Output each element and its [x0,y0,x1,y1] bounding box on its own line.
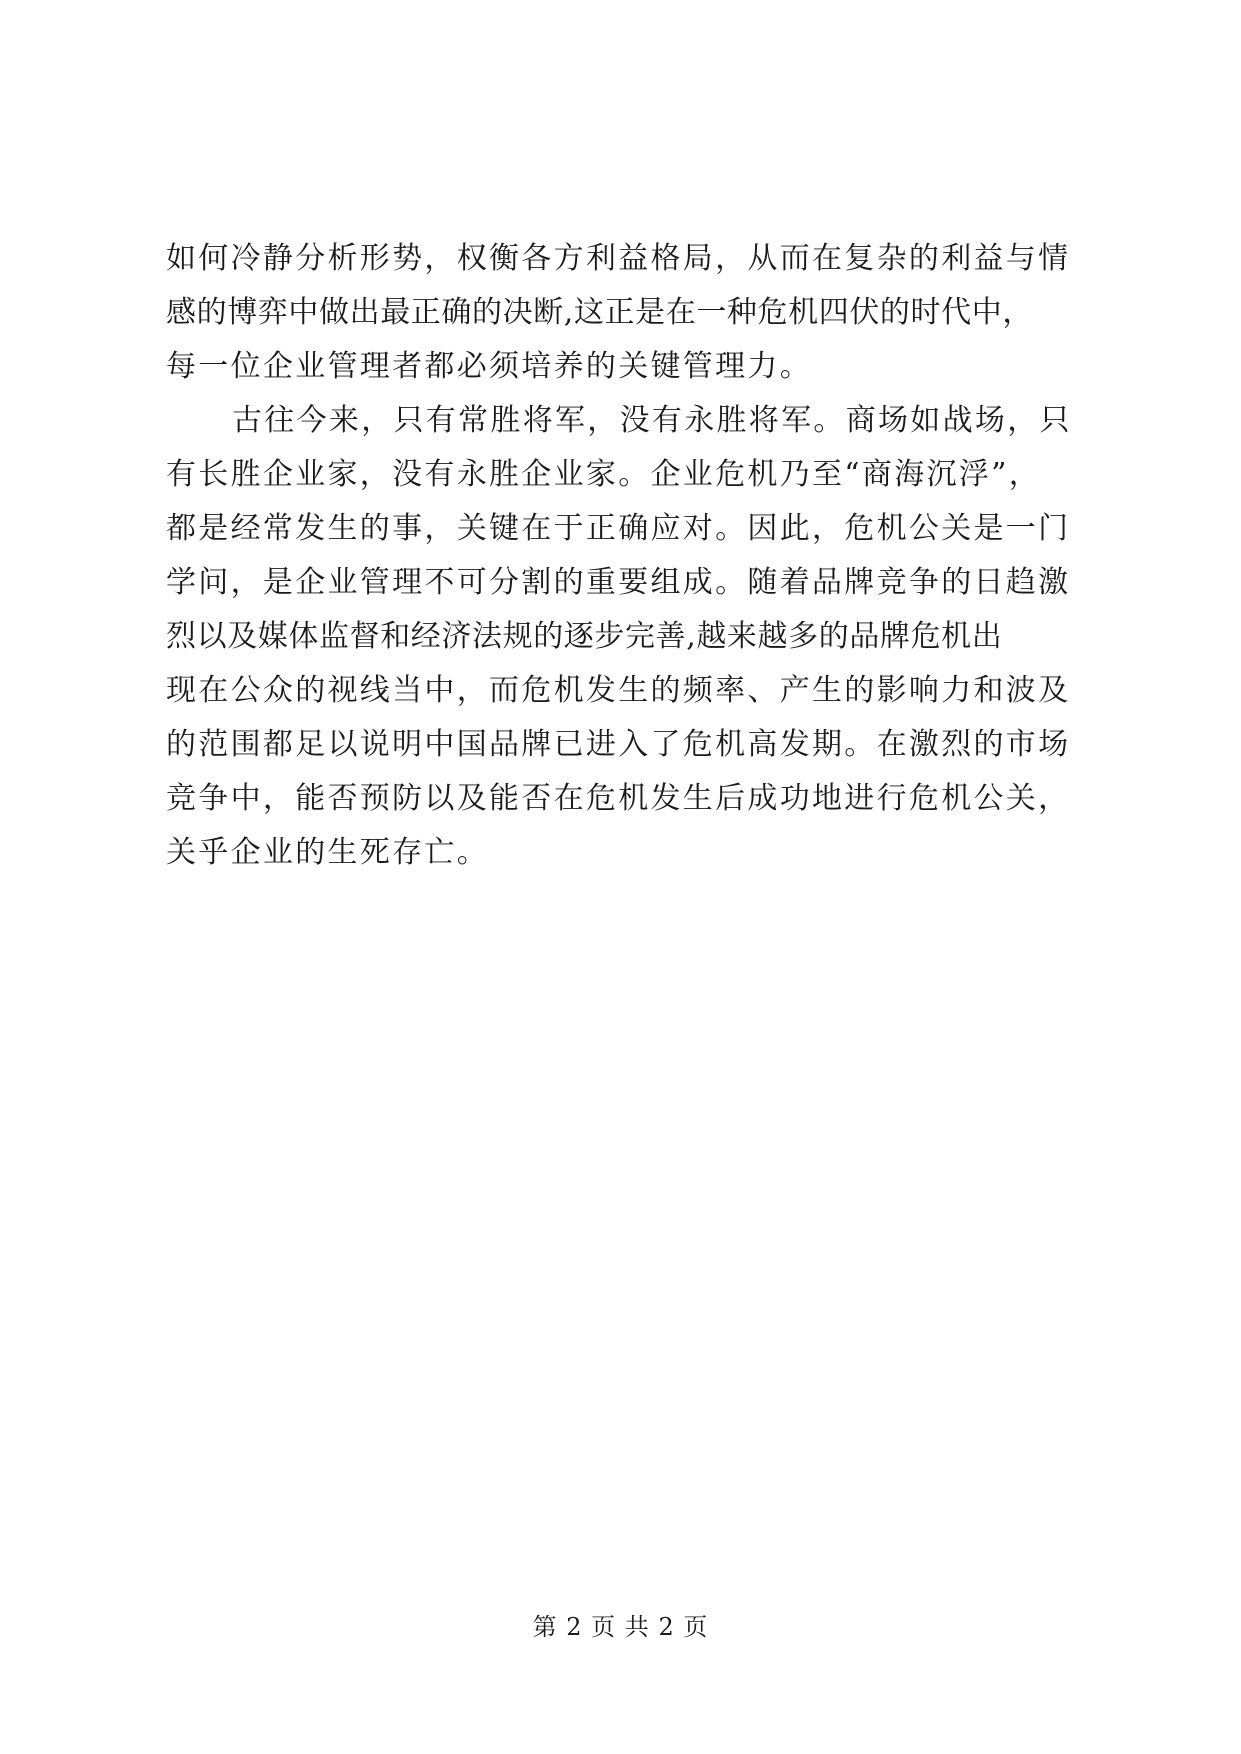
text-line: 如何冷静分析形势，权衡各方利益格局，从而在复杂的利益与情 [166,241,1071,276]
page-footer: 第 2 页 共 2 页 [532,1613,709,1641]
paragraph-1 [166,232,1096,394]
text-line: 学问，是企业管理不可分割的重要组成。随着品牌竞争的日趋激 [166,565,1071,600]
text-line: 有长胜企业家，没有永胜企业家。企业危机乃至“商海沉浮”， [166,457,1042,492]
text-line: 都是经常发生的事，关键在于正确应对。因此，危机公关是一门 [166,511,1071,546]
text-line: 关乎企业的生死存亡。 [166,835,489,870]
text-line: 竞争中，能否预防以及能否在危机发生后成功地进行危机公关， [166,781,1071,816]
text-line: 每一位企业管理者都必须培养的关键管理力。 [166,349,812,384]
text-line: 古往今来，只有常胜将军，没有永胜将军。商场如战场，只 [232,403,1072,438]
text-line: 现在公众的视线当中，而危机发生的频率、产生的影响力和波及 [166,673,1071,708]
document-body [166,232,1096,880]
text-line: 烈以及媒体监督和经济法规的逐步完善,越来越多的品牌危机出 [166,619,1003,654]
text-line: 感的博弈中做出最正确的决断,这正是在一种危机四伏的时代中， [166,295,1033,330]
text-line: 的范围都足以说明中国品牌已进入了危机高发期。在激烈的市场 [166,727,1071,762]
paragraph-2 [166,394,1096,880]
